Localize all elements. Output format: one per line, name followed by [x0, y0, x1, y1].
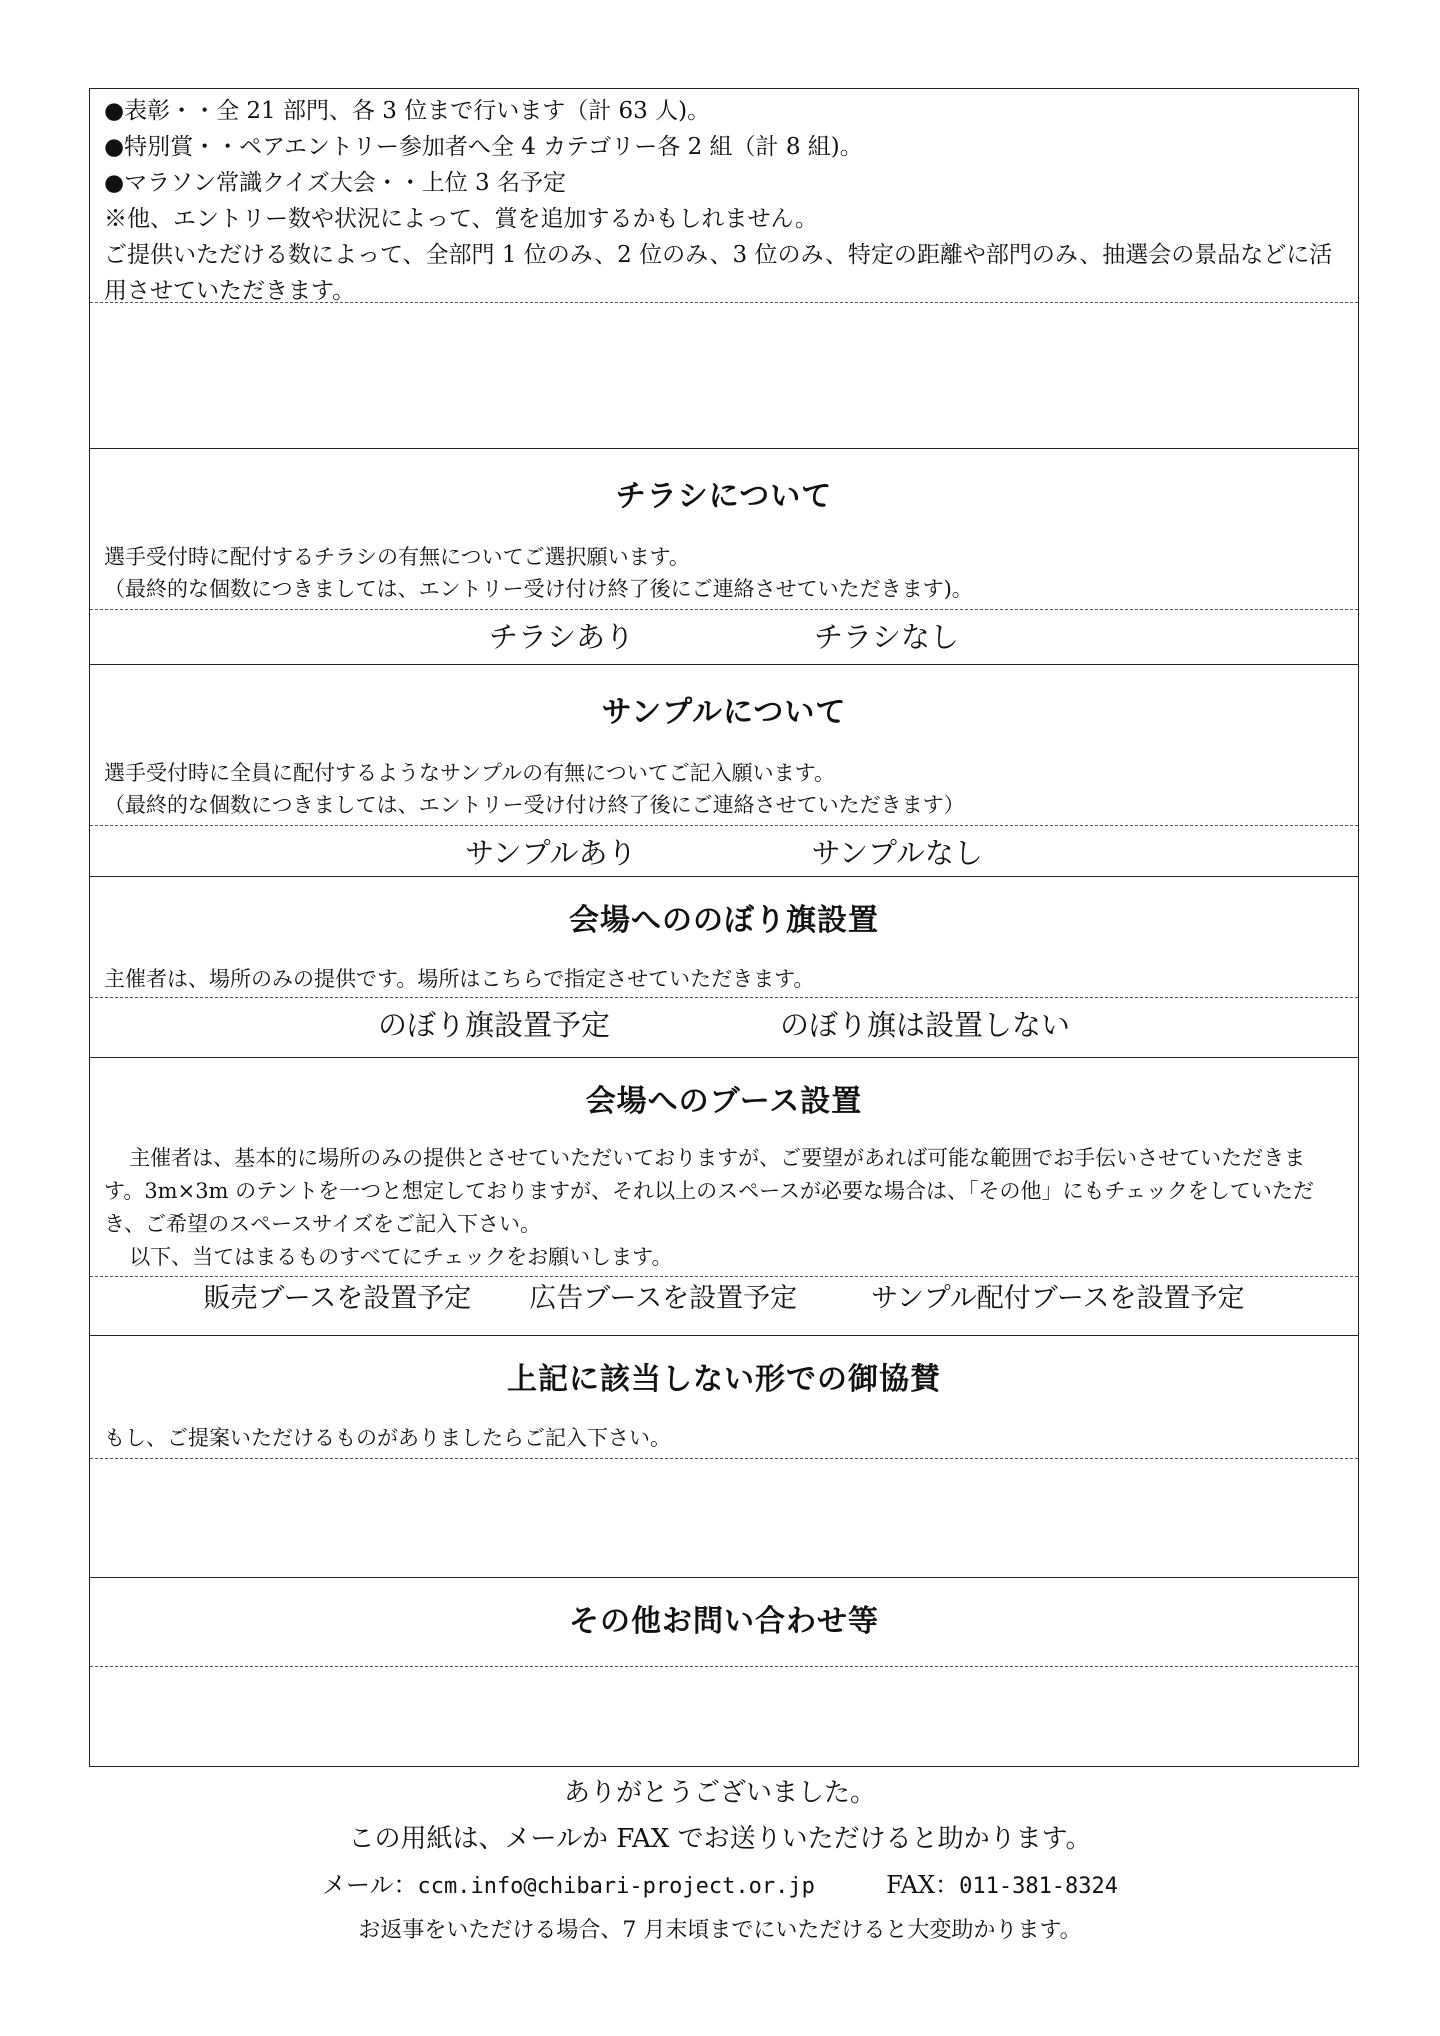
banner-options [90, 998, 1358, 1052]
flyer-note [90, 531, 1358, 610]
awards-line-4: ※他、エントリー数や状況によって、賞を追加するかもしれません。 [104, 206, 818, 232]
booth-note-check: 以下、当てはまるものすべてにチェックをお願いします。 [129, 1245, 673, 1269]
sample-note-line-2: （最終的な個数につきましては、エントリー受け付け終了後にご連絡させていただきます） [104, 793, 965, 817]
sample-option-no[interactable]: サンプルなし [811, 836, 983, 870]
footer-deadline: お返事をいただける場合、7 月末頃までにいただけると大変助かります。 [358, 1918, 1082, 1943]
booth-option-sample[interactable]: サンプル配付ブースを設置予定 [871, 1283, 1245, 1314]
banner-note-line: 主催者は、場所のみの提供です。場所はこちらで指定させていただきます。 [104, 967, 815, 991]
other-support-note [90, 1418, 1358, 1459]
footer-contact [0, 1862, 1440, 1910]
other-support-answer-area[interactable] [90, 1459, 1358, 1575]
booth-options [90, 1277, 1358, 1321]
booth-option-ad[interactable]: 広告ブースを設置予定 [529, 1283, 798, 1314]
booth-title: 会場へのブース設置 [585, 1084, 863, 1119]
footer-instruction: この用紙は、メールか FAX でお送りいただけると助かります。 [348, 1824, 1092, 1854]
sample-options [90, 826, 1358, 880]
booth-note [90, 1140, 1358, 1277]
sample-title: サンプルについて [601, 695, 847, 730]
awards-line-1: ●表彰・・全 21 部門、各 3 位まで行います（計 63 人)。 [104, 98, 711, 124]
banner-option-no[interactable]: のぼり旗は設置しない [780, 1008, 1071, 1042]
other-support-title: 上記に該当しない形での御協賛 [507, 1362, 941, 1397]
sample-note [90, 747, 1358, 826]
awards-line-2: ●特別賞・・ペアエントリー参加者へ全 4 カテゴリー各 2 組（計 8 組)。 [104, 134, 863, 160]
booth-option-sales[interactable]: 販売ブースを設置予定 [203, 1283, 472, 1314]
awards-answer-area[interactable] [90, 303, 1358, 446]
awards-line-5: ご提供いただける数によって、全部門 1 位のみ、2 位のみ、3 位のみ、特定の距離や部門のみ、抽選会の景品などに活用させていただきます。 [104, 242, 1333, 304]
awards-text [90, 89, 1358, 303]
banner-section [90, 877, 1358, 1058]
booth-section [90, 1058, 1358, 1336]
inquiry-title: その他お問い合わせ等 [90, 1578, 1358, 1667]
other-support-note-line: もし、ご提案いただけるものがありましたらご記入下さい。 [104, 1426, 671, 1450]
other-support-section [90, 1336, 1358, 1578]
fax-label: FAX： [886, 1871, 960, 1899]
fax-number: 011-381-8324 [959, 1874, 1119, 1899]
awards-section [90, 89, 1358, 449]
sample-section [90, 665, 1358, 877]
footer [0, 1770, 1440, 1952]
flyer-options [90, 610, 1358, 664]
awards-line-3: ●マラソン常識クイズ大会・・上位 3 名予定 [104, 170, 566, 196]
email-label: メール： [321, 1871, 418, 1899]
banner-note [90, 959, 1358, 998]
flyer-section [90, 449, 1358, 665]
flyer-option-yes[interactable]: チラシあり [488, 620, 634, 654]
inquiry-section [90, 1578, 1358, 1766]
footer-thanks: ありがとうございました。 [563, 1778, 876, 1808]
sample-option-yes[interactable]: サンプルあり [465, 836, 637, 870]
email-address[interactable]: ccm.info@chibari-project.or.jp [417, 1874, 815, 1899]
sponsorship-form [89, 88, 1359, 1767]
flyer-note-line-1: 選手受付時に配付するチラシの有無についてご選択願います。 [104, 545, 690, 569]
banner-title: 会場へののぼり旗設置 [569, 903, 879, 938]
banner-option-yes[interactable]: のぼり旗設置予定 [377, 1008, 610, 1042]
booth-note-paragraph: 主催者は、基本的に場所のみの提供とさせていただいておりますが、ご要望があれば可能な範囲でお手伝いさせていただきます。3m×3m のテントを一つと想定しておりますが、それ以上のスペースが必要な場合は、「その他」にもチェックをしていただき、ご希望のスペースサイズをご記入下さい。 [104, 1146, 1314, 1236]
flyer-note-line-2: （最終的な個数につきましては、エントリー受け付け終了後にご連絡させていただきます)。 [104, 577, 973, 601]
flyer-option-no[interactable]: チラシなし [814, 620, 960, 654]
flyer-title: チラシについて [615, 479, 833, 514]
inquiry-answer-area[interactable] [90, 1667, 1358, 1763]
sample-note-line-1: 選手受付時に全員に配付するようなサンプルの有無についてご記入願います。 [104, 761, 836, 785]
